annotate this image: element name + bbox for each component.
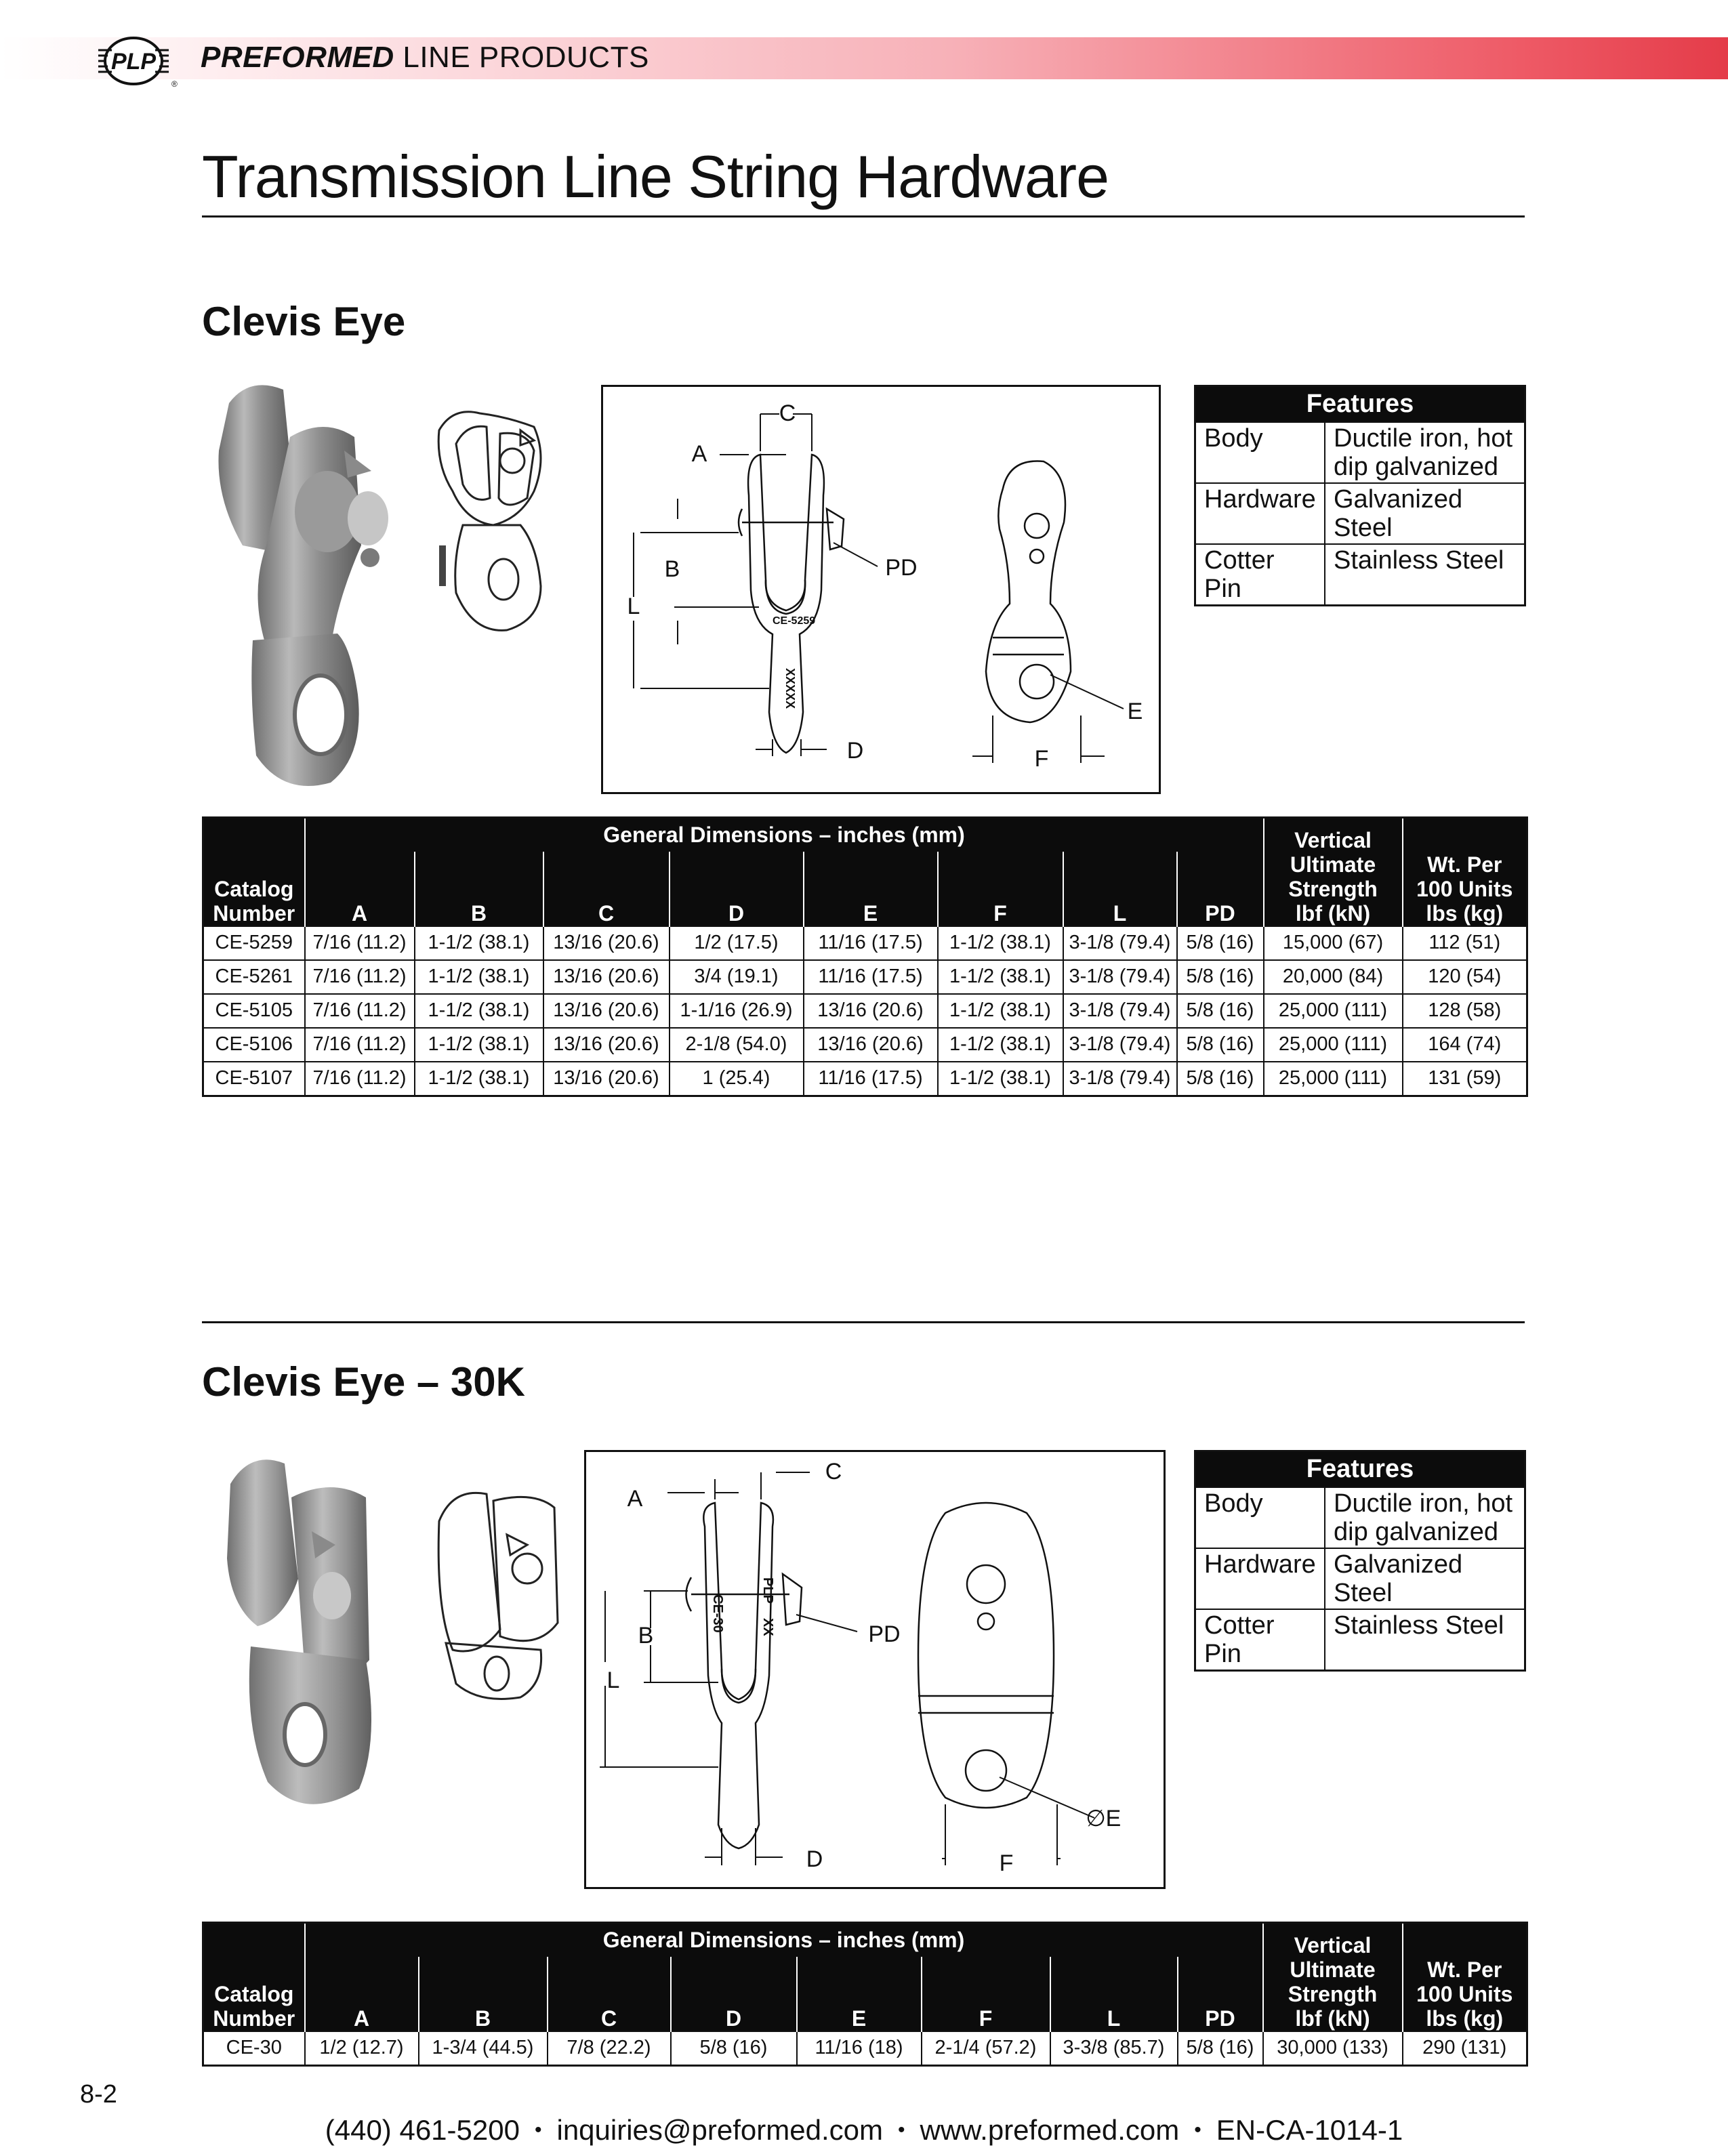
table-cell: 1-1/2 (38.1): [415, 1062, 543, 1096]
plp-logo: [98, 35, 176, 88]
feature-value: Galvanized Steel: [1325, 1548, 1525, 1609]
dim-label-a1: A: [691, 441, 707, 467]
table-cell: CE-5261: [203, 960, 305, 994]
table-cell: 120 (54): [1403, 960, 1527, 994]
table-cell: 290 (131): [1403, 2031, 1527, 2066]
table-cell: 5/8 (16): [1177, 1062, 1264, 1096]
dim-label-pd1: PD: [885, 555, 918, 581]
table-cell: 2-1/8 (54.0): [670, 1028, 804, 1062]
footer-doc-code: EN-CA-1014-1: [1216, 2114, 1403, 2146]
dim-label-pd2: PD: [868, 1621, 901, 1647]
column-header: E: [804, 852, 938, 926]
catalog-header: Catalog Number: [203, 1923, 305, 2031]
column-header: B: [415, 852, 543, 926]
table-cell: 1-1/16 (26.9): [670, 994, 804, 1028]
footer-separator: •: [897, 2119, 905, 2141]
section-divider: [202, 1321, 1525, 1323]
table-cell: 5/8 (16): [1177, 960, 1264, 994]
group-header: General Dimensions – inches (mm): [305, 818, 1264, 852]
footer-phone: (440) 461-5200: [325, 2114, 520, 2146]
part-mark-2: CE-30: [710, 1594, 725, 1633]
xxx-mark-1: XXXXX: [783, 667, 797, 709]
feature-value: Stainless Steel: [1325, 544, 1525, 606]
logo-text: PLP: [110, 49, 157, 75]
features-row: [1195, 1487, 1525, 1548]
table-cell: 15,000 (67): [1264, 926, 1403, 960]
xx-mark-2: XX: [760, 1618, 775, 1636]
table-cell: 1-1/2 (38.1): [938, 1028, 1063, 1062]
table-cell: 1-1/2 (38.1): [938, 1062, 1063, 1096]
dim-label-c2: C: [825, 1459, 842, 1485]
table-cell: 5/8 (16): [1178, 2031, 1263, 2066]
column-header: D: [671, 1957, 797, 2031]
table-cell: 3-1/8 (79.4): [1063, 1062, 1177, 1096]
column-header: A: [305, 852, 415, 926]
features-row: [1195, 422, 1525, 483]
footer-separator: •: [1194, 2119, 1201, 2141]
table-cell: 5/8 (16): [1177, 1028, 1264, 1062]
plp-mark-2: PLP: [760, 1577, 775, 1604]
dim-label-f1: F: [1034, 746, 1049, 772]
table-row: [203, 960, 1527, 994]
table-cell: 7/16 (11.2): [305, 1028, 415, 1062]
table-cell: 3/4 (19.1): [670, 960, 804, 994]
spec-table-clevis-eye-30k: [202, 1922, 1528, 2067]
features-row: [1195, 1548, 1525, 1609]
features-title: Features: [1195, 386, 1525, 423]
svg-text:®: ®: [171, 79, 178, 89]
page-number: 8-2: [80, 2080, 117, 2109]
table-cell: 1-1/2 (38.1): [415, 994, 543, 1028]
title-rule: [202, 215, 1525, 217]
column-header: C: [548, 1957, 671, 2031]
column-header: D: [670, 852, 804, 926]
table-cell: 13/16 (20.6): [543, 960, 670, 994]
dim-label-c1: C: [779, 400, 796, 426]
table-cell: 164 (74): [1403, 1028, 1527, 1062]
diameter-symbol: ∅: [1086, 1806, 1106, 1831]
column-header: PD: [1178, 1957, 1263, 2031]
table-cell: 2-1/4 (57.2): [922, 2031, 1050, 2066]
table-cell: 1 (25.4): [670, 1062, 804, 1096]
features-table-clevis-eye-30k: [1194, 1450, 1526, 1672]
table-cell: 112 (51): [1403, 926, 1527, 960]
dim-label-d1: D: [846, 738, 864, 764]
column-header: L: [1050, 1957, 1178, 2031]
feature-label: Cotter Pin: [1195, 1609, 1325, 1671]
table-cell: 131 (59): [1403, 1062, 1527, 1096]
clevis-eye-30k-line-drawing: [426, 1480, 568, 1701]
features-table-clevis-eye: [1194, 385, 1526, 606]
brand-bold: PREFORMED: [201, 41, 394, 74]
feature-value: Ductile iron, hot dip galvanized: [1325, 422, 1525, 483]
table-row: [203, 1062, 1527, 1096]
footer-website[interactable]: www.preformed.com: [920, 2114, 1180, 2146]
clevis-eye-photo: [202, 376, 426, 806]
table-cell: 7/8 (22.2): [548, 2031, 671, 2066]
dim-label-e1: E: [1127, 699, 1143, 724]
dim-label-a2: A: [627, 1486, 643, 1512]
table-cell: 25,000 (111): [1264, 1062, 1403, 1096]
features-row: [1195, 483, 1525, 544]
table-cell: 1-1/2 (38.1): [415, 926, 543, 960]
feature-value: Galvanized Steel: [1325, 483, 1525, 544]
clevis-eye-line-drawing: [426, 403, 554, 644]
dim-label-d2: D: [806, 1846, 823, 1872]
dim-label-l2: L: [606, 1667, 620, 1693]
clevis-eye-dimension-drawing: [601, 385, 1161, 794]
table-cell: 1/2 (12.7): [305, 2031, 419, 2066]
table-cell: 7/16 (11.2): [305, 994, 415, 1028]
table-cell: 1-1/2 (38.1): [415, 960, 543, 994]
table-cell: 128 (58): [1403, 994, 1527, 1028]
dim-label-f2: F: [999, 1850, 1014, 1876]
clevis-eye-30k-photo: [203, 1443, 427, 1823]
table-cell: 5/8 (16): [1177, 994, 1264, 1028]
part-mark-1: CE-5259: [773, 615, 816, 627]
feature-label: Body: [1195, 1487, 1325, 1548]
footer-email[interactable]: inquiries@preformed.com: [556, 2114, 883, 2146]
table-cell: 7/16 (11.2): [305, 960, 415, 994]
table-cell: 25,000 (111): [1264, 994, 1403, 1028]
table-cell: CE-5105: [203, 994, 305, 1028]
table-cell: 3-3/8 (85.7): [1050, 2031, 1178, 2066]
page-title: Transmission Line String Hardware: [202, 143, 1109, 210]
table-cell: 11/16 (17.5): [804, 960, 938, 994]
column-header: E: [797, 1957, 922, 2031]
table-cell: 11/16 (18): [797, 2031, 922, 2066]
column-header: C: [543, 852, 670, 926]
table-cell: 3-1/8 (79.4): [1063, 926, 1177, 960]
features-row: [1195, 1609, 1525, 1671]
dim-label-e2: E: [1105, 1806, 1122, 1831]
column-header: PD: [1177, 852, 1264, 926]
table-cell: CE-5106: [203, 1028, 305, 1062]
feature-label: Hardware: [1195, 483, 1325, 544]
table-cell: CE-5259: [203, 926, 305, 960]
table-cell: 13/16 (20.6): [543, 1028, 670, 1062]
spec-table-clevis-eye: [202, 816, 1528, 1097]
table-cell: 3-1/8 (79.4): [1063, 994, 1177, 1028]
table-row: [203, 1028, 1527, 1062]
strength-header: Vertical Ultimate Strength lbf (kN): [1263, 1923, 1403, 2031]
brand-light: LINE PRODUCTS: [394, 41, 649, 74]
brand-name: [201, 41, 649, 75]
table-cell: 1-1/2 (38.1): [938, 960, 1063, 994]
table-cell: 11/16 (17.5): [804, 1062, 938, 1096]
table-cell: 25,000 (111): [1264, 1028, 1403, 1062]
table-cell: 13/16 (20.6): [804, 994, 938, 1028]
dim-label-b1: B: [664, 556, 680, 582]
table-cell: 13/16 (20.6): [543, 1062, 670, 1096]
weight-header: Wt. Per 100 Units lbs (kg): [1403, 818, 1527, 926]
dim-label-l1: L: [627, 594, 640, 619]
table-cell: 1-3/4 (44.5): [419, 2031, 548, 2066]
dim-label-b2: B: [638, 1623, 654, 1649]
table-cell: 1/2 (17.5): [670, 926, 804, 960]
footer: [0, 2114, 1728, 2147]
table-cell: 1-1/2 (38.1): [415, 1028, 543, 1062]
feature-label: Body: [1195, 422, 1325, 483]
table-cell: 7/16 (11.2): [305, 1062, 415, 1096]
feature-label: Hardware: [1195, 1548, 1325, 1609]
weight-header: Wt. Per 100 Units lbs (kg): [1403, 1923, 1527, 2031]
table-row: [203, 2031, 1527, 2066]
catalog-header: Catalog Number: [203, 818, 305, 926]
feature-value: Ductile iron, hot dip galvanized: [1325, 1487, 1525, 1548]
table-cell: 5/8 (16): [1177, 926, 1264, 960]
strength-header: Vertical Ultimate Strength lbf (kN): [1264, 818, 1403, 926]
table-cell: 1-1/2 (38.1): [938, 926, 1063, 960]
table-cell: 3-1/8 (79.4): [1063, 960, 1177, 994]
table-cell: 5/8 (16): [671, 2031, 797, 2066]
table-cell: CE-5107: [203, 1062, 305, 1096]
column-header: F: [938, 852, 1063, 926]
table-cell: 13/16 (20.6): [543, 926, 670, 960]
table-cell: 13/16 (20.6): [543, 994, 670, 1028]
table-cell: 3-1/8 (79.4): [1063, 1028, 1177, 1062]
column-header: B: [419, 1957, 548, 2031]
table-cell: CE-30: [203, 2031, 305, 2066]
clevis-eye-30k-dimension-drawing: [584, 1450, 1166, 1889]
table-row: [203, 994, 1527, 1028]
section-title-clevis-eye: Clevis Eye: [202, 299, 406, 344]
table-cell: 20,000 (84): [1264, 960, 1403, 994]
features-row: [1195, 544, 1525, 606]
section-title-clevis-eye-30k: Clevis Eye – 30K: [202, 1359, 525, 1405]
column-header: F: [922, 1957, 1050, 2031]
table-cell: 7/16 (11.2): [305, 926, 415, 960]
table-cell: 1-1/2 (38.1): [938, 994, 1063, 1028]
column-header: L: [1063, 852, 1177, 926]
group-header: General Dimensions – inches (mm): [305, 1923, 1263, 1957]
column-header: A: [305, 1957, 419, 2031]
footer-separator: •: [534, 2119, 542, 2141]
feature-value: Stainless Steel: [1325, 1609, 1525, 1671]
table-cell: 30,000 (133): [1263, 2031, 1403, 2066]
table-cell: 13/16 (20.6): [804, 1028, 938, 1062]
table-cell: 11/16 (17.5): [804, 926, 938, 960]
features-title: Features: [1195, 1451, 1525, 1488]
feature-label: Cotter Pin: [1195, 544, 1325, 606]
table-row: [203, 926, 1527, 960]
